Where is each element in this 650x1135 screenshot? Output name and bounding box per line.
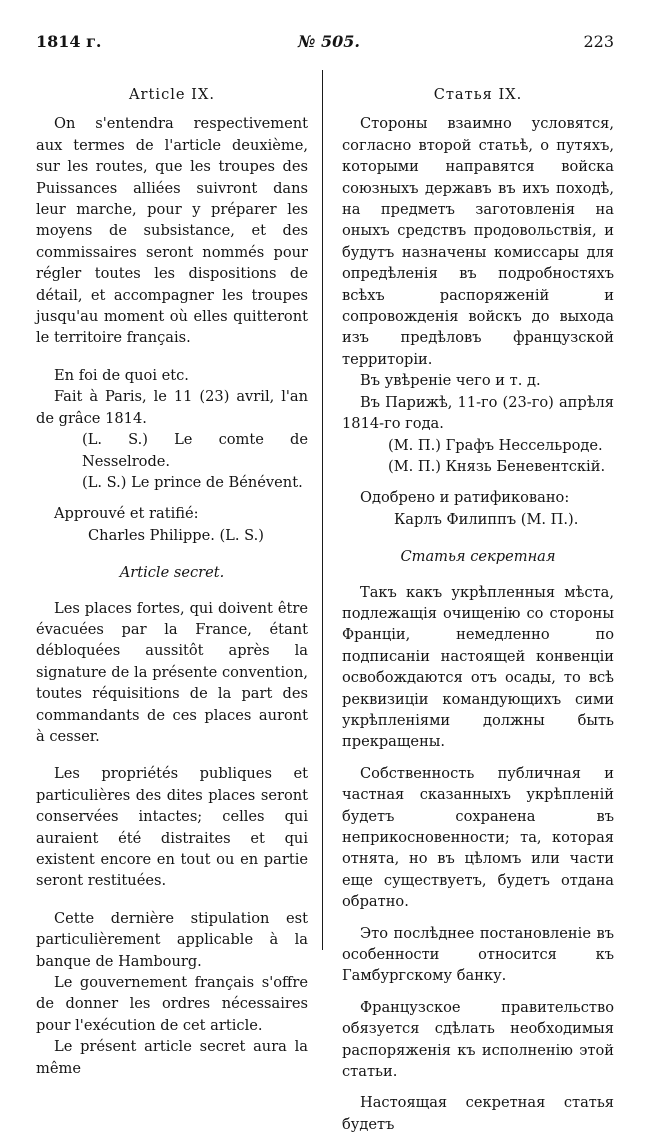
french-secret-p2: Les propriétés publiques et particulières des dites places seront conservées intactes; celles qui auraient été distraites et qui existent encore en tout ou en partie seront restituées. [36,765,308,890]
column-divider [322,70,323,950]
french-signature-2: (L. S.) Le prince de Bénévent. [82,473,303,491]
french-approuve: Approuvé et ratifié: [54,505,199,523]
russian-secret-p4: Французское правительство обязуется сдѣлать необходимыя распоряженія къ исполненію этой статьи. [342,998,614,1081]
french-article9-text: On s'entendra respectivement aux termes de l'article deuxième, sur les routes, que les troupes des Puissances alliées suivront dans leur marche, pour y préparer les moyens de subsistance, et des commissaires seront nommés pour régler toutes les dispositions de détail, et accompagner les troupes jusqu'au moment où elles quitteront le territoire français. [36,115,308,347]
french-secret-p1: Les places fortes, qui doivent être évacuées par la France, étant débloquées aussitôt après la signature de la présente convention, toutes réquisitions de la part des commandants de ces places auront à cesser. [36,599,308,745]
russian-article-title: Статья IX. [433,86,523,103]
russian-secret-title: Статья секретная [400,548,556,566]
russian-fait: Въ Парижѣ, 11-го (23-го) апрѣля 1814-го года. [342,393,614,433]
french-foi: En foi de quoi etc. [54,366,189,384]
french-article-title: Article IX. [129,86,215,103]
russian-secret-p1: Такъ какъ укрѣпленныя мѣста, подлежащія очищенію со стороны Франціи, немедленно по подписаніи настоящей конвенціи освобождаются отъ осады, то всѣ реквизиціи командующихъ сими укрѣпленіями должны быть прекращены. [342,583,614,751]
french-secret-title: Article secret. [119,564,225,582]
header-doc-number: № 505. [298,32,360,51]
french-signature-1: (L. S.) Le comte de Nesselrode. [82,431,308,470]
russian-signature-2: (М. П.) Князь Беневентскій. [388,457,606,475]
russian-secret-p2: Собственность публичная и частная сказанныхъ укрѣпленій будетъ сохранена въ неприкосновенности; та, которая отнята, но въ цѣломъ или части еще существуетъ, будетъ отдана обратно. [342,764,614,911]
russian-secret-p5: Настоящая секретная статья будетъ [342,1094,614,1133]
header-year: 1814 г. [36,32,102,51]
russian-foi: Въ увѣреніе чего и т. д. [360,372,541,390]
french-fait: Fait à Paris, le 11 (23) avril, l'an de grâce 1814. [36,388,308,427]
russian-approuve: Одобрено и ратификовано: [360,489,570,507]
french-secret-p3: Cette dernière stipulation est particulièrement applicable à la banque de Hambourg. [36,909,308,970]
french-secret-p4: Le gouvernement français s'offre de donner les ordres nécessaires pour l'exécution de cet article. [36,974,308,1034]
russian-secret-p3: Это послѣднее постановленіе въ особенности относится къ Гамбургскому банку. [342,924,614,985]
french-column [36,84,308,1079]
russian-column [342,84,614,1135]
russian-article9-text: Стороны взаимно условятся, согласно второй статьѣ, о путяхъ, которыми направятся войска союзныхъ державъ въ ихъ походѣ, на предметъ заготовленія на оныхъ средствъ продовольствія, и будутъ назначены комиссары для опредѣленія въ подробностяхъ всѣхъ распоряженій и сопровожденія войскъ до выхода изъ предѣловъ французской территоріи. [342,115,614,368]
header-page-number: 223 [583,32,614,51]
french-charles: Charles Philippe. (L. S.) [88,526,264,544]
french-secret-p5: Le présent article secret aura la même [36,1038,308,1077]
russian-charles: Карлъ Филиппъ (М. П.). [394,510,579,528]
russian-signature-1: (М. П.) Графъ Нессельроде. [388,436,603,454]
